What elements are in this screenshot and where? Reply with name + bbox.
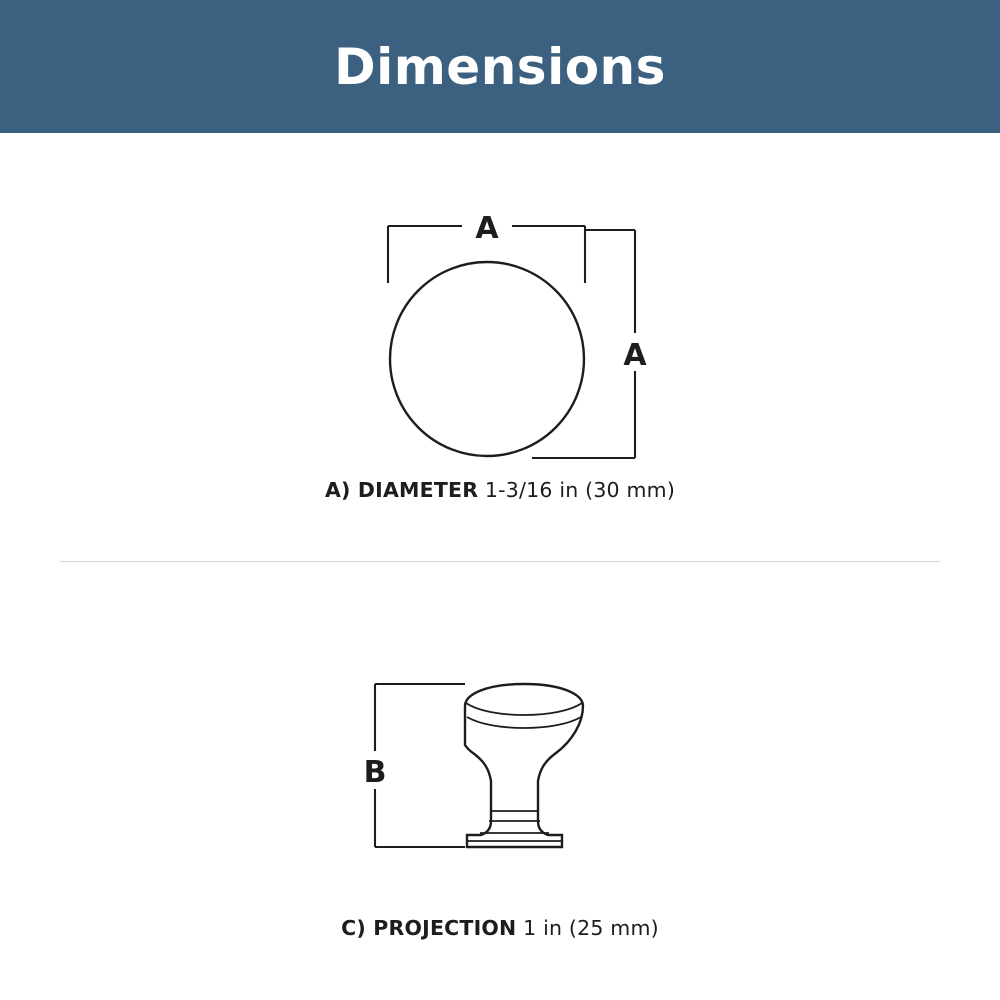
- dim-letter-a-vertical: A: [623, 338, 647, 373]
- top-view-svg: [0, 153, 1000, 463]
- section-diameter: [0, 133, 1000, 561]
- knob-circle-outline: [390, 262, 584, 456]
- caption-projection-value: 1 in (25 mm): [523, 916, 659, 940]
- side-view-svg: [0, 661, 1000, 871]
- top-view-diagram: [0, 153, 1000, 463]
- caption-diameter-value: 1-3/16 in (30 mm): [484, 478, 676, 502]
- side-view-diagram: [0, 661, 1000, 871]
- knob-profile-outline: [465, 684, 583, 847]
- caption-projection: [0, 916, 1000, 940]
- caption-diameter: [0, 478, 1000, 502]
- header-bar: [0, 0, 1000, 133]
- caption-projection-label: C) PROJECTION: [341, 916, 517, 940]
- dim-letter-b: B: [363, 755, 387, 790]
- caption-diameter-label: A) DIAMETER: [324, 478, 479, 502]
- page-title: Dimensions: [334, 37, 666, 96]
- dim-letter-a-horizontal: A: [475, 211, 499, 246]
- section-projection: [0, 561, 1000, 1000]
